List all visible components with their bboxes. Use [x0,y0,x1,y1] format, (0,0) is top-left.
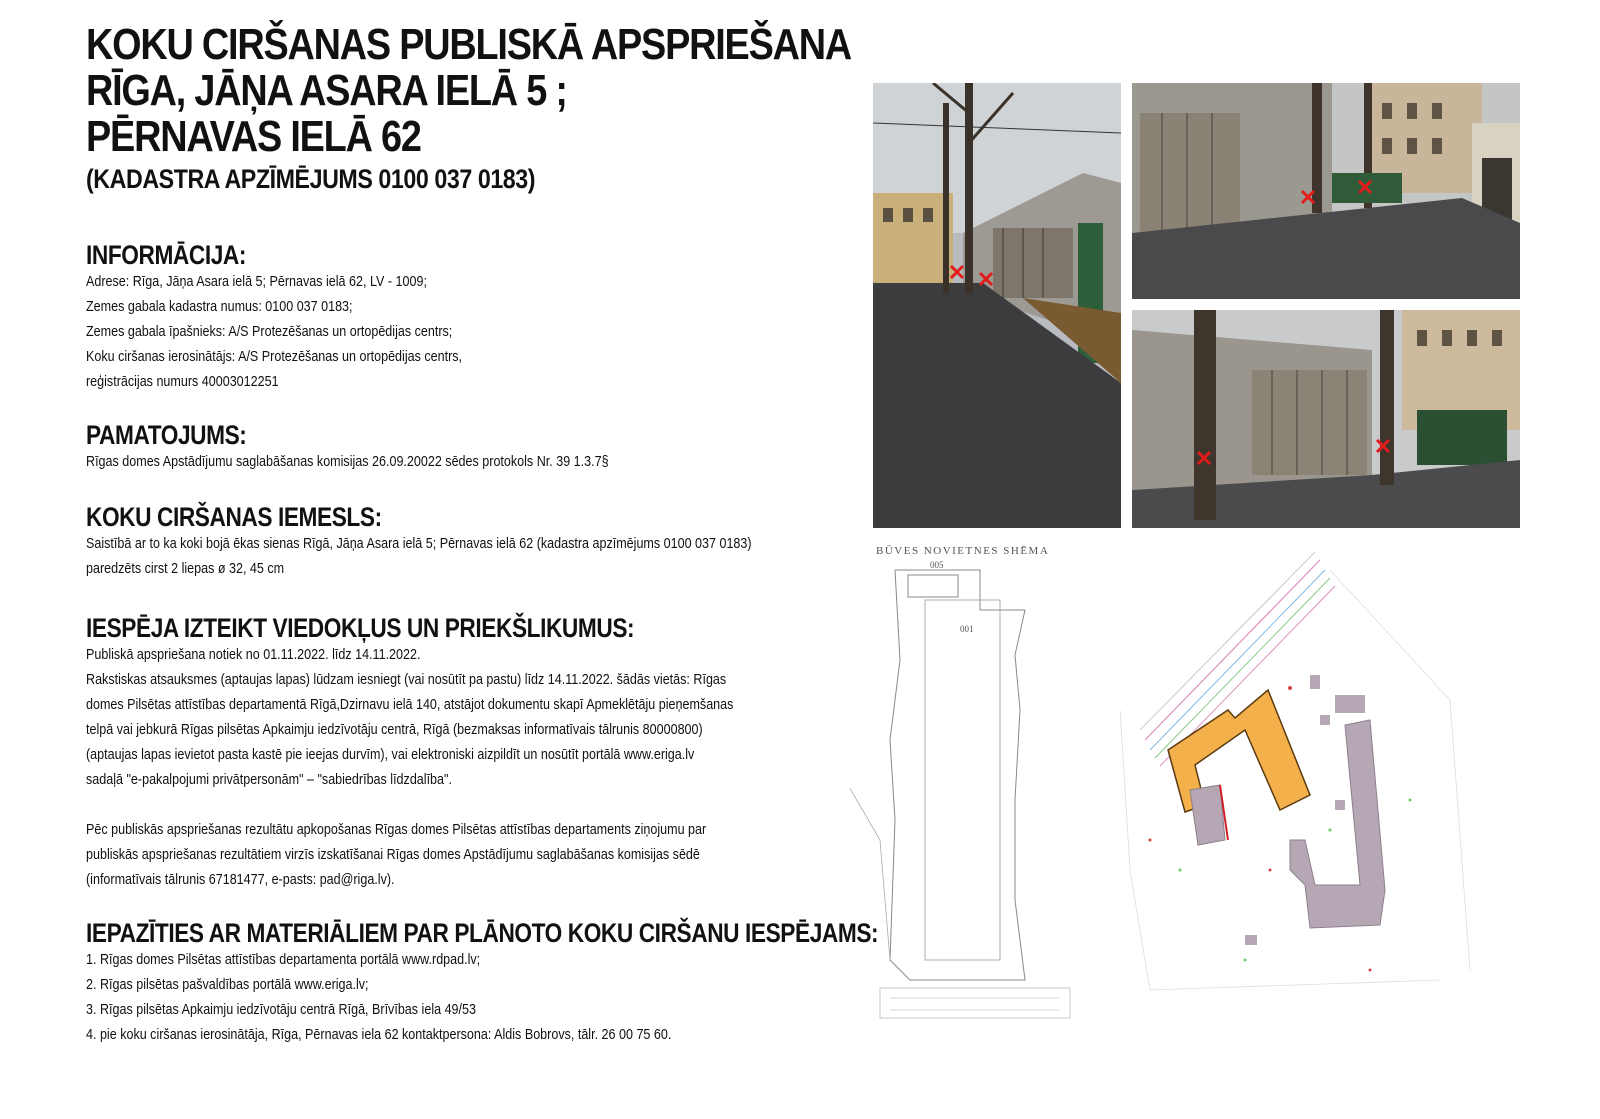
page-title-line-1: KOKU CIRŠANAS PUBLISKĀ APSPRIEŠANA [86,20,851,69]
title-block [86,22,856,194]
site-plan-label: BŪVES NOVIETNES SHĒMA [876,545,1050,557]
opinions-heading: IESPĒJA IZTEIKT VIEDOKĻUS UN PRIEKŠLIKUMUS: [86,613,635,643]
cadastre-designation: (KADASTRA APZĪMĒJUMS 0100 037 0183) [86,164,536,194]
photo-garages-trees [1132,310,1520,528]
opinions-line: Pēc publiskās apspriešanas rezultātu apkopošanas Rīgas domes Pilsētas attīstības departaments ziņojumu par [86,822,707,838]
parcel-code-005: 005 [930,560,944,570]
site-plan [850,540,1500,1040]
page-title-line-2: RĪGA, JĀŅA ASARA IELĀ 5 ; [86,66,567,115]
reason-section [86,502,860,582]
materials-line: 4. pie koku ciršanas ierosinātāja, Rīga, Pērnavas iela 62 kontaktpersona: Aldis Bobrovs, tālr. 26 00 75 60. [86,1027,672,1043]
opinions-line: telpā vai jebkurā Rīgas pilsētas Apkaimju iedzīvotāju centrā, Rīgā (bezmaksas informatīvais tālrunis 80000800) [86,722,703,738]
opinions-section [86,613,839,893]
photo-garages-gate [1132,83,1520,299]
info-line: reģistrācijas numurs 40003012251 [86,374,279,390]
opinions-line: Publiskā apspriešana notiek no 01.11.2022. līdz 14.11.2022. [86,647,421,663]
materials-line: 2. Rīgas pilsētas pašvaldības portālā www.eriga.lv; [86,977,369,993]
info-line: Koku ciršanas ierosinātājs: A/S Protezēšanas un ortopēdijas centrs, [86,349,463,365]
info-line: Zemes gabala kadastra numus: 0100 037 0183; [86,299,353,315]
reason-heading: KOKU CIRŠANAS IEMESLS: [86,502,382,532]
opinions-line: (aptaujas lapas ievietot pasta kastē pie ieejas durvīm), vai elektroniski aizpildīt un nosūtīt portālā www.eriga.lv [86,747,695,763]
page-title-line-3: PĒRNAVAS IELĀ 62 [86,112,421,161]
opinions-line: domes Pilsētas attīstības departamentā Rīgā,Dzirnavu ielā 140, atstājot dokumentu skapī Apmeklētāju pieņemšanas [86,697,734,713]
reason-line: paredzēts cirst 2 liepas ø 32, 45 cm [86,561,285,577]
materials-heading: IEPAZĪTIES AR MATERIĀLIEM PAR PLĀNOTO KOKU CIRŠANU IESPĒJAMS: [86,918,879,948]
opinions-line: publiskās apspriešanas rezultātiem virzīs izskatīšanai Rīgas domes Apstādījumu saglabāšanas komisijas sēdē [86,847,700,863]
materials-line: 1. Rīgas domes Pilsētas attīstības departamenta portālā www.rdpad.lv; [86,952,481,968]
materials-line: 3. Rīgas pilsētas Apkaimju iedzīvotāju centrā Rīgā, Brīvības iela 49/53 [86,1002,476,1018]
photo-courtyard-driveway [873,83,1121,528]
opinions-line: sadaļā "e-pakalpojumi privātpersonām" – "sabiedrības līdzdalība". [86,772,452,788]
parcel-code-001: 001 [960,624,974,634]
info-line: Adrese: Rīga, Jāņa Asara ielā 5; Pērnavas ielā 62, LV - 1009; [86,274,427,290]
opinions-line: Rakstiskas atsauksmes (aptaujas lapas) lūdzam iesniegt (vai nosūtīt pa pastu) līdz 14.11.2022. šādās vietās: Rīgas [86,672,727,688]
reason-line: Saistībā ar to ka koki bojā ēkas sienas Rīgā, Jāņa Asara ielā 5; Pērnavas ielā 62 (kadastra apzīmējums 0100 037 0183) [86,536,752,552]
basis-section [86,420,694,475]
basis-line: Rīgas domes Apstādījumu saglabāšanas komisijas 26.09.20022 sēdes protokols Nr. 39 1.3.7§ [86,454,609,470]
opinions-line: (informatīvais tālrunis 67181477, e-pasts: pad@riga.lv). [86,872,395,888]
basis-heading: PAMATOJUMS: [86,420,247,450]
info-section [86,240,523,395]
info-heading: INFORMĀCIJA: [86,240,247,270]
info-line: Zemes gabala īpašnieks: A/S Protezēšanas un ortopēdijas centrs; [86,324,453,340]
